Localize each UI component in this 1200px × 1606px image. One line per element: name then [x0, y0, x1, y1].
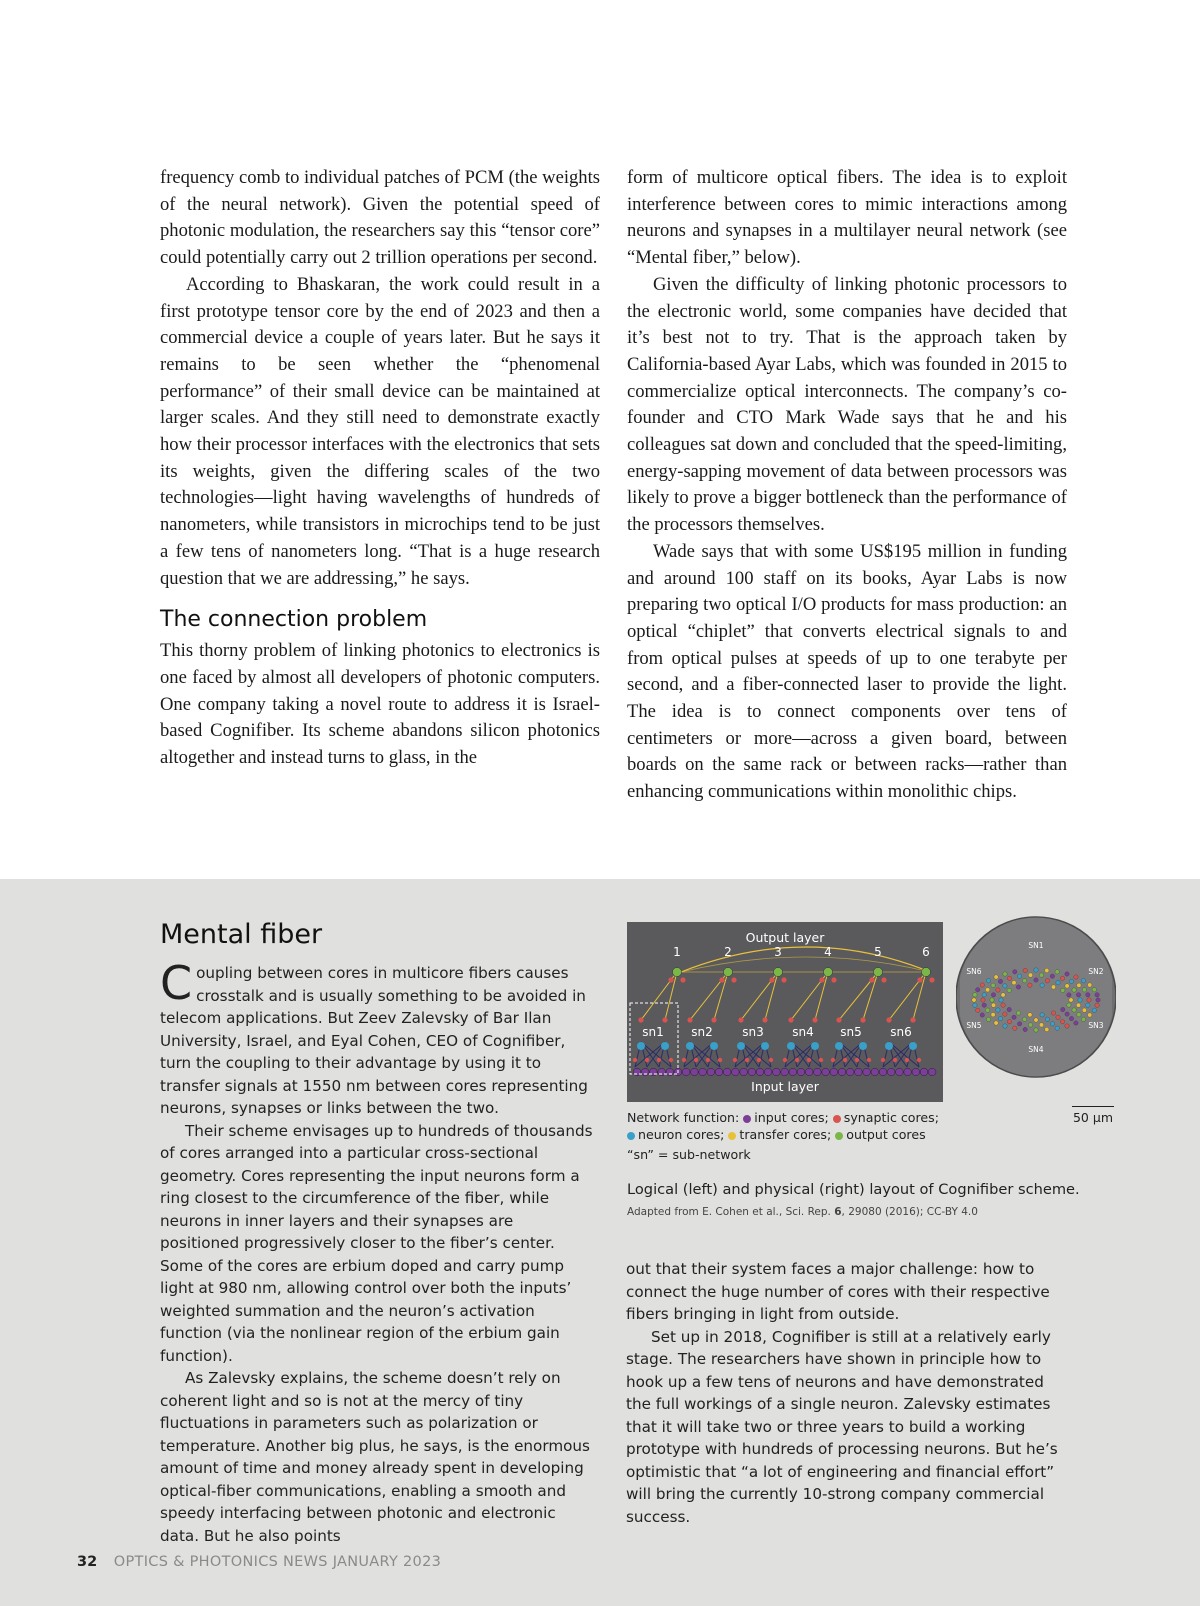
drop-cap: C [160, 956, 193, 1010]
fiber-core [1069, 998, 1073, 1002]
sidebar-paragraph: As Zalevsky explains, the scheme doesn’t rely on coherent light and so is not at the mercy of tiny fluctuations in parameters such as polarization or temperature. Another big plus, he says, is the enormous amount of time and money already spent in developing optical-fiber communications, enabling a smooth and speedy interfacing between photonic and electronic data. But he also points [160, 1369, 590, 1545]
fiber-core [1074, 975, 1078, 979]
output-number: 1 [673, 945, 681, 959]
output-core [673, 968, 682, 977]
synaptic-core [769, 977, 774, 982]
fiber-core [973, 993, 977, 997]
fiber-core [973, 1003, 977, 1007]
synaptic-core [855, 1058, 859, 1062]
page-number: 32 [77, 1554, 98, 1570]
synaptic-core [682, 1058, 686, 1062]
synaptic-core [657, 1058, 661, 1062]
synaptic-core [662, 1017, 667, 1022]
subnetwork-label: sn5 [840, 1025, 862, 1039]
synaptic-core-dot-icon [833, 1115, 841, 1123]
neuron-core [761, 1042, 769, 1050]
input-core [797, 1068, 805, 1076]
fiber-core [1023, 1027, 1027, 1031]
fiber-core [986, 1017, 990, 1021]
synaptic-core [719, 977, 724, 982]
fiber-core [1082, 988, 1086, 992]
fiber-core [1003, 972, 1007, 976]
fiber-core [1061, 1007, 1065, 1011]
fiber-core [1065, 984, 1069, 988]
fiber-core [972, 998, 976, 1002]
logical-layout-figure [627, 922, 943, 1102]
fiber-core [1017, 1022, 1021, 1026]
fiber-core [1069, 979, 1073, 983]
fiber-core [1001, 1003, 1005, 1007]
input-core [658, 1068, 666, 1076]
fiber-core [1013, 1026, 1017, 1030]
fiber-core [1065, 1024, 1069, 1028]
fiber-subnetwork-label: SN3 [1088, 1021, 1104, 1030]
synaptic-core [781, 977, 786, 982]
article-paragraph: form of multicore optical fibers. The idea is to exploit interference between cores to mimic interactions among neurons and synapses in a multilayer neural network (see “Mental fiber,” below). [627, 167, 1067, 269]
synaptic-core [910, 1017, 915, 1022]
fiber-core [985, 988, 989, 992]
synaptic-core [905, 1058, 909, 1062]
fiber-subnetwork-label: SN5 [966, 1021, 982, 1030]
synaptic-core [645, 1058, 649, 1062]
fiber-core [991, 1003, 995, 1007]
fiber-core [1028, 1023, 1032, 1027]
neuron-core [909, 1042, 917, 1050]
fiber-core [1081, 1017, 1085, 1021]
fiber-core [1055, 1026, 1059, 1030]
fiber-core [1017, 974, 1021, 978]
subnetwork-label: sn2 [691, 1025, 713, 1039]
input-layer-label: Input layer [751, 1079, 819, 1094]
input-core [756, 1068, 764, 1076]
output-number: 4 [824, 945, 832, 959]
synaptic-core [860, 1017, 865, 1022]
fiber-subnetwork-label: SN2 [1088, 967, 1104, 976]
fiber-core [1023, 968, 1027, 972]
fiber-core [1003, 984, 1007, 988]
fiber-core [994, 975, 998, 979]
fiber-core [1003, 1012, 1007, 1016]
input-core [846, 1068, 854, 1076]
input-core [715, 1068, 723, 1076]
fiber-core [991, 1013, 995, 1017]
sidebar-left-column [160, 956, 596, 1547]
input-core [650, 1068, 658, 1076]
fiber-core [1034, 1028, 1038, 1032]
neuron-core [661, 1042, 669, 1050]
synaptic-core [867, 1058, 871, 1062]
fiber-core [1077, 983, 1081, 987]
sidebar-title: Mental fiber [160, 919, 323, 950]
fiber-core [1007, 1007, 1011, 1011]
sidebar-paragraph: out that their system faces a major challenge: how to connect the huge number of cores with their respective fibers bringing in light from outside. [626, 1260, 1050, 1323]
fiber-core [1001, 993, 1005, 997]
fiber-core [1050, 974, 1054, 978]
output-core-dot-icon [835, 1132, 843, 1140]
input-core [641, 1068, 649, 1076]
synaptic-core [769, 1058, 773, 1062]
fiber-core [982, 993, 986, 997]
input-core [879, 1068, 887, 1076]
neuron-core-dot-icon [627, 1132, 635, 1140]
fiber-core [1045, 1017, 1049, 1021]
synaptic-core [819, 977, 824, 982]
input-core [748, 1068, 756, 1076]
legend-item-transfer: transfer cores; [728, 1127, 831, 1142]
input-core [691, 1068, 699, 1076]
fiber-core [1076, 1003, 1080, 1007]
subnetwork-label: sn1 [642, 1025, 664, 1039]
article-paragraph: Wade says that with some US$195 million in funding and around 100 staff on its books, Ayar Labs is now preparing two optical I/O products for mass production: an optical “chiplet” that converts electrical signals to and from optical pulses at speeds of up to one terabyte per second, and a fiber-connected laser to provide the light. The idea is to connect components over tens of centimeters or more—across a given board, between boards on the same rack or between racks—rather than enhancing communications within monolithic chips. [627, 540, 1067, 803]
fiber-core [1051, 1011, 1055, 1015]
fiber-core [1060, 1020, 1064, 1024]
input-core [871, 1068, 879, 1076]
input-core [699, 1068, 707, 1076]
fiber-core [976, 1008, 980, 1012]
fiber-core [991, 983, 995, 987]
fiber-core [1007, 976, 1011, 980]
fiber-core [1067, 1003, 1071, 1007]
neuron-core [885, 1042, 893, 1050]
fiber-core [1028, 1013, 1032, 1017]
output-core [824, 968, 833, 977]
fiber-core [1012, 1015, 1016, 1019]
fiber-core [1045, 1027, 1049, 1031]
fiber-core [1039, 1023, 1043, 1027]
fiber-core [986, 979, 990, 983]
output-core [724, 968, 733, 977]
fiber-core [1039, 973, 1043, 977]
input-core [682, 1068, 690, 1076]
fiber-core [1095, 993, 1099, 997]
neuron-core [710, 1042, 718, 1050]
input-core [707, 1068, 715, 1076]
fiber-core [1045, 968, 1049, 972]
legend-prefix: Network function: [627, 1110, 740, 1125]
output-layer-label: Output layer [745, 930, 825, 945]
neuron-core [811, 1042, 819, 1050]
input-core [764, 1068, 772, 1076]
neuron-core [787, 1042, 795, 1050]
input-core [789, 1068, 797, 1076]
synaptic-core [694, 1058, 698, 1062]
scale-bar [1072, 1106, 1114, 1125]
fiber-core [1065, 1012, 1069, 1016]
article-right-column [627, 165, 1067, 806]
article-paragraph: Given the difficulty of linking photonic processors to the electronic world, some companies have decided that it’s best not to try. That is the approach taken by California-based Ayar Labs, which was founded in 2015 to commercialize optical interconnects. The company’s co-founder and CTO Mark Wade says that he and his colleagues sat down and concluded that the speed-limiting, energy-sapping movement of data between processors was likely to prove a bigger bottleneck than the performance of the processors themselves. [627, 273, 1067, 536]
output-core [774, 968, 783, 977]
synaptic-core [668, 977, 673, 982]
fiber-core [1034, 978, 1038, 982]
synaptic-core [738, 1017, 743, 1022]
fiber-core [1096, 998, 1100, 1002]
input-core [904, 1068, 912, 1076]
sidebar-right-column [626, 1258, 1066, 1528]
input-core [855, 1068, 863, 1076]
fiber-core [990, 998, 994, 1002]
synaptic-core [680, 977, 685, 982]
neuron-core [637, 1042, 645, 1050]
fiber-core [1007, 988, 1011, 992]
synaptic-core [836, 1017, 841, 1022]
fiber-core [1016, 985, 1020, 989]
synaptic-core [917, 1058, 921, 1062]
sidebar-paragraph [160, 956, 596, 1120]
fiber-core [1086, 1003, 1090, 1007]
fiber-core [999, 998, 1003, 1002]
fiber-core [1095, 1003, 1099, 1007]
article-paragraph: This thorny problem of linking photonics to electronics is one faced by almost all developers of photonic computers. One company taking a novel route to address it is Israel-based Cognifiber. Its scheme abandons silicon photonics altogether and instead turns to glass, in the [160, 640, 600, 769]
fiber-core [1040, 1013, 1044, 1017]
input-core [830, 1068, 838, 1076]
fiber-core [1077, 1013, 1081, 1017]
legend-item-neuron: neuron cores; [627, 1127, 724, 1142]
input-core [773, 1068, 781, 1076]
synaptic-core [819, 1058, 823, 1062]
fiber-core [980, 983, 984, 987]
input-core [732, 1068, 740, 1076]
input-core [814, 1068, 822, 1076]
neuron-core [835, 1042, 843, 1050]
fiber-core [1045, 979, 1049, 983]
subnetwork-label: sn3 [742, 1025, 764, 1039]
article-paragraph: According to Bhaskaran, the work could result in a first prototype tensor core by the end of 2023 and then a commercial device a couple of years later. But he says it remains to be seen whether the “phenomenal performance” of their small device can be maintained at larger scales. And they still need to demonstrate exactly how their processor interfaces with the electronics that sets its weights, given the differing scales of the two technologies—light having wavelengths of hundreds of nanometers, while transistors in microchips tend to be just a few tens of nanometers long. “That is a huge research question that we are addressing,” he says. [160, 273, 600, 589]
fiber-subnetwork-label: SN6 [966, 967, 982, 976]
synaptic-core [633, 1058, 637, 1062]
fiber-core [998, 979, 1002, 983]
fiber-core [980, 1013, 984, 1017]
output-core [922, 968, 931, 977]
fiber-core [998, 1016, 1002, 1020]
synaptic-core [929, 977, 934, 982]
input-core [887, 1068, 895, 1076]
fiber-core [996, 1008, 1000, 1012]
figure-caption: Logical (left) and physical (right) layout of Cognifiber scheme. [627, 1181, 1080, 1198]
magazine-name: OPTICS & PHOTONICS NEWS JANUARY 2023 [113, 1554, 442, 1570]
synaptic-core [807, 1058, 811, 1062]
synaptic-core [706, 1058, 710, 1062]
legend-item-input: input cores; [743, 1110, 828, 1125]
fiber-core [1088, 983, 1092, 987]
fiber-core [982, 1003, 986, 1007]
neuron-core [737, 1042, 745, 1050]
sidebar-paragraph: Set up in 2018, Cognifiber is still at a relatively early stage. The researchers have shown in principle how to hook up a few tens of neurons and have demonstrated the full workings of a single neuron. Zalevsky estimates that it will take two or three years to build a working prototype with hundreds of processing neurons. But he’s optimistic that “a lot of engineering and financial effort” will bring the currently 10-strong company commercial success. [626, 1327, 1058, 1526]
synaptic-core [731, 977, 736, 982]
fiber-core [1078, 998, 1082, 1002]
input-core [740, 1068, 748, 1076]
fiber-core [1067, 993, 1071, 997]
subnetwork-label: sn4 [792, 1025, 814, 1039]
synaptic-core [687, 1017, 692, 1022]
synaptic-core [733, 1058, 737, 1062]
fiber-core [1060, 976, 1064, 980]
synaptic-core [831, 977, 836, 982]
fiber-core [1028, 973, 1032, 977]
section-heading: The connection problem [160, 607, 428, 633]
fiber-core [1087, 998, 1091, 1002]
scale-bar-line [1072, 1106, 1114, 1107]
output-number: 2 [724, 945, 732, 959]
page-footer [77, 1554, 441, 1570]
fiber-core [1092, 988, 1096, 992]
input-core [781, 1068, 789, 1076]
fiber-core [1065, 972, 1069, 976]
fiber-core [1092, 1008, 1096, 1012]
figure-legend [627, 1109, 1047, 1163]
input-core [863, 1068, 871, 1076]
input-core [666, 1068, 674, 1076]
fiber-core [991, 993, 995, 997]
fiber-core [1034, 1018, 1038, 1022]
scale-bar-label: 50 µm [1072, 1110, 1113, 1125]
fiber-core [981, 998, 985, 1002]
fiber-core [1040, 983, 1044, 987]
fiber-core [1022, 979, 1026, 983]
fiber-core [985, 1008, 989, 1012]
fiber-core [1056, 1015, 1060, 1019]
output-number: 3 [774, 945, 782, 959]
fiber-core [1012, 981, 1016, 985]
synaptic-core [783, 1058, 787, 1062]
neuron-core [686, 1042, 694, 1050]
legend-item-synaptic: synaptic cores; [833, 1110, 939, 1125]
figure-credit: Adapted from E. Cohen et al., Sci. Rep. 6, 29080 (2016); CC-BY 4.0 [627, 1206, 978, 1218]
sidebar-paragraph: Their scheme envisages up to hundreds of thousands of cores arranged into a particular cross-sectional geometry. Cores representing the input neurons form a ring closest to the circumference of the fiber, while neurons in inner layers and their synapses are positioned progressively closer to the fiber’s center. Some of the cores are erbium doped and carry pump light at 980 nm, allowing control over both the inputs’ weighted summation and the neuron’s activation function (via the nonlinear region of the erbium gain function). [160, 1121, 593, 1365]
input-core [896, 1068, 904, 1076]
fiber-core [1013, 970, 1017, 974]
synaptic-core [831, 1058, 835, 1062]
synaptic-core [638, 1017, 643, 1022]
legend-line [627, 1109, 1047, 1126]
fiber-core [1016, 1011, 1020, 1015]
synaptic-core [718, 1058, 722, 1062]
fiber-core [976, 988, 980, 992]
input-core [912, 1068, 920, 1076]
synaptic-core [745, 1058, 749, 1062]
input-core [838, 1068, 846, 1076]
output-number: 5 [874, 945, 882, 959]
fiber-core [1082, 1008, 1086, 1012]
input-core [928, 1068, 936, 1076]
synaptic-core [881, 1058, 885, 1062]
synaptic-core [812, 1017, 817, 1022]
synaptic-core [762, 1017, 767, 1022]
output-number: 6 [922, 945, 930, 959]
synaptic-core [893, 1058, 897, 1062]
transfer-core-dot-icon [728, 1132, 736, 1140]
synaptic-core [795, 1058, 799, 1062]
synaptic-core [711, 1017, 716, 1022]
input-core [822, 1068, 830, 1076]
input-core-dot-icon [743, 1115, 751, 1123]
neuron-core [859, 1042, 867, 1050]
synaptic-core [881, 977, 886, 982]
fiber-core [1076, 993, 1080, 997]
physical-layout-figure [956, 912, 1116, 1082]
fiber-core [1028, 983, 1032, 987]
input-core [920, 1068, 928, 1076]
input-core [633, 1068, 641, 1076]
synaptic-core [669, 1058, 673, 1062]
fiber-subnetwork-label: SN1 [1028, 941, 1044, 950]
fiber-core [1061, 988, 1065, 992]
fiber-core [1074, 1021, 1078, 1025]
synaptic-core [788, 1017, 793, 1022]
legend-note: “sn” = sub-network [627, 1147, 751, 1162]
fiber-core [1034, 968, 1038, 972]
output-core [874, 968, 883, 977]
fiber-core [1003, 1024, 1007, 1028]
fiber-core [1055, 970, 1059, 974]
synaptic-core [757, 1058, 761, 1062]
fiber-core [1069, 1016, 1073, 1020]
fiber-subnetwork-label: SN4 [1028, 1045, 1044, 1054]
fiber-core [994, 1021, 998, 1025]
article-paragraph: frequency comb to individual patches of PCM (the weights of the neural network). Given the potential speed of photonic modulation, the researchers say this “tensor core” could potentially carry out 2 trillion operations per second. [160, 167, 600, 269]
fiber-core [1056, 981, 1060, 985]
fiber-core [1051, 985, 1055, 989]
fiber-core [1081, 979, 1085, 983]
fiber-core [1072, 988, 1076, 992]
fiber-core [1022, 1017, 1026, 1021]
subnetwork-label: sn6 [890, 1025, 912, 1039]
fiber-core [1072, 1008, 1076, 1012]
legend-line [627, 1126, 1047, 1143]
synaptic-core [843, 1058, 847, 1062]
synaptic-core [917, 977, 922, 982]
fiber-core [1007, 1020, 1011, 1024]
synaptic-core [869, 977, 874, 982]
fiber-core [996, 988, 1000, 992]
legend-item-output: output cores [835, 1127, 925, 1142]
synaptic-core [886, 1017, 891, 1022]
fiber-core [1086, 993, 1090, 997]
article-left-column [160, 165, 600, 772]
input-core [805, 1068, 813, 1076]
sidebar-paragraph-text: oupling between cores in multicore fibers causes crosstalk and is usually something to be avoided in telecom applications. But Zeev Zalevsky of Bar Ilan University, Israel, and Eyal Cohen, CEO of Cognifiber, turn the coupling to their advantage by using it to transfer signals at 1550 nm between cores representing neurons, synapses or links between the two. [160, 964, 588, 1117]
input-core [723, 1068, 731, 1076]
fiber-core [1050, 1022, 1054, 1026]
fiber-core [1088, 1013, 1092, 1017]
